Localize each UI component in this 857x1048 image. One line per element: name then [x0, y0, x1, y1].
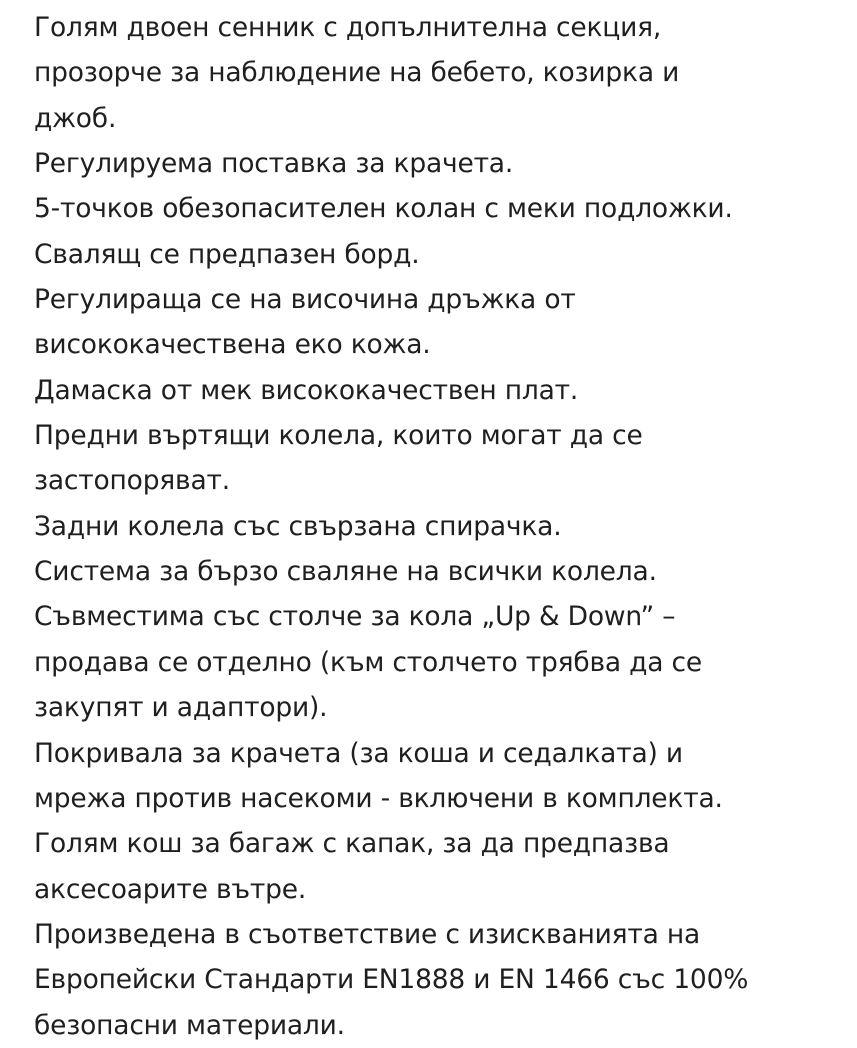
- text-line: 5-точков обезопасителен колан с меки подложки.: [34, 193, 733, 225]
- text-line: продава се отделно (към столчето трябва да се: [34, 646, 703, 678]
- text-line: закупят и адаптори).: [34, 692, 328, 724]
- text-line: мрежа против насекоми - включени в комплекта.: [34, 782, 723, 814]
- text-line: Голям двоен сенник с допълнителна секция,: [34, 12, 662, 43]
- text-line: Европейски Стандарти EN1888 и EN 1466 със 100%: [34, 964, 749, 996]
- text-line: Произведена в съответствие с изискванията на: [34, 918, 701, 950]
- text-line: безопасни материали.: [34, 1009, 345, 1041]
- text-line: Предни въртящи колела, които могат да се: [34, 420, 643, 452]
- text-line: Задни колела със свързана спирачка.: [34, 510, 562, 542]
- text-line: Свалящ се предпазен борд.: [34, 238, 420, 270]
- text-line: аксесоарите вътре.: [34, 873, 307, 905]
- text-line: Дамаска от мек висококачествен плат.: [34, 374, 579, 406]
- text-line: джоб.: [34, 102, 117, 134]
- text-line: Регулираща се на височина дръжка от: [34, 284, 576, 316]
- text-line: застопоряват.: [34, 465, 230, 497]
- text-line: Покривала за крачета (за коша и седалката) и: [34, 737, 683, 769]
- text-line: прозорче за наблюдение на бебето, козирка и: [34, 57, 680, 89]
- text-line: Регулируема поставка за крачета.: [34, 148, 514, 180]
- text-line: Система за бързо сваляне на всички колела.: [34, 556, 657, 588]
- text-line: Съвместима със столче за кола „Up & Down” –: [34, 601, 676, 633]
- text-line: Голям кош за багаж с капак, за да предпазва: [34, 828, 670, 860]
- product-description: [34, 5, 849, 1048]
- text-line: висококачествена еко кожа.: [34, 329, 431, 361]
